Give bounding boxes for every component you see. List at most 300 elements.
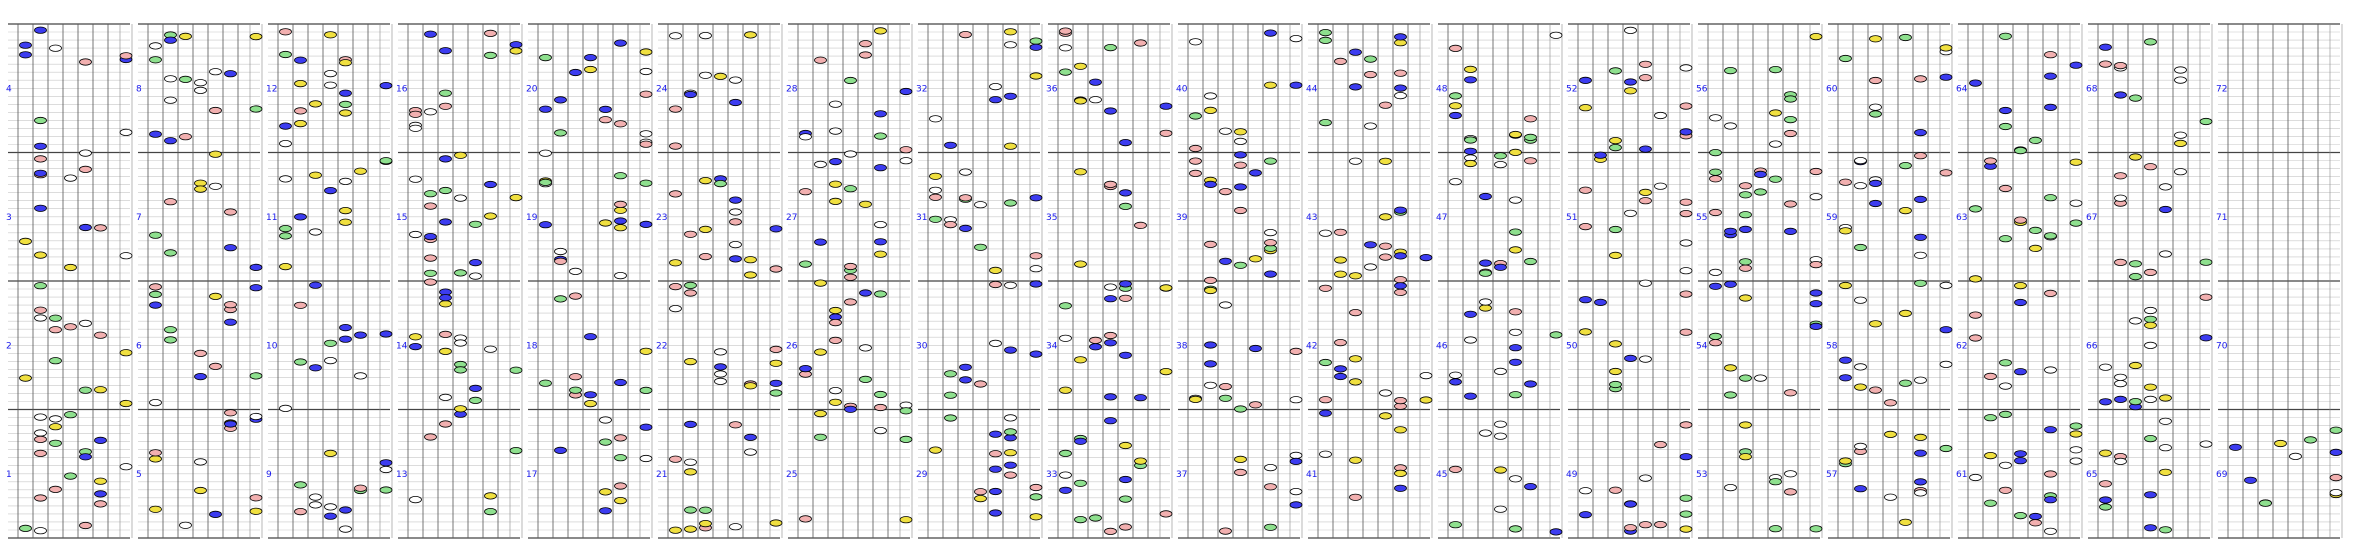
- note-white: [1105, 284, 1117, 290]
- note-green: [1740, 212, 1752, 218]
- note-blue: [815, 239, 827, 245]
- note-white: [1510, 197, 1522, 203]
- note-white: [380, 466, 392, 472]
- measure-number: 33: [1046, 469, 1058, 480]
- note-blue: [340, 507, 352, 513]
- note-blue: [1915, 450, 1927, 456]
- note-blue: [2045, 427, 2057, 433]
- note-red: [1235, 162, 1247, 168]
- note-white: [570, 268, 582, 274]
- measure-number: 28: [786, 84, 798, 95]
- note-white: [700, 72, 712, 78]
- note-yellow: [295, 120, 307, 126]
- note-yellow: [1640, 189, 1652, 195]
- note-blue: [1335, 373, 1347, 379]
- note-red: [80, 166, 92, 172]
- measure-number: 15: [396, 212, 408, 223]
- note-yellow: [615, 225, 627, 231]
- note-blue: [685, 421, 697, 427]
- note-blue: [1855, 486, 1867, 492]
- measure-number: 29: [916, 469, 928, 480]
- note-green: [1320, 37, 1332, 43]
- note-blue: [730, 197, 742, 203]
- note-red: [1160, 511, 1172, 517]
- note-red: [1810, 168, 1822, 174]
- note-yellow: [50, 424, 62, 430]
- note-yellow: [700, 226, 712, 232]
- note-red: [1525, 116, 1537, 122]
- note-yellow: [1740, 422, 1752, 428]
- note-white: [960, 169, 972, 175]
- note-red: [210, 107, 222, 113]
- note-white: [975, 202, 987, 208]
- note-green: [1030, 494, 1042, 500]
- note-blue: [1525, 483, 1537, 489]
- note-green: [555, 130, 567, 136]
- score-column: [1306, 24, 1432, 538]
- note-white: [1855, 157, 1867, 163]
- note-white: [325, 70, 337, 76]
- note-green: [845, 186, 857, 192]
- note-white: [990, 340, 1002, 346]
- note-blue: [440, 219, 452, 225]
- note-white: [1220, 128, 1232, 134]
- note-red: [930, 194, 942, 200]
- note-yellow: [1885, 431, 1897, 437]
- note-white: [150, 399, 162, 405]
- note-red: [1740, 183, 1752, 189]
- note-blue: [1640, 146, 1652, 152]
- note-green: [65, 412, 77, 418]
- note-yellow: [2030, 245, 2042, 251]
- note-white: [1710, 115, 1722, 121]
- note-yellow: [830, 198, 842, 204]
- note-blue: [1625, 501, 1637, 507]
- note-yellow: [815, 280, 827, 286]
- note-green: [2160, 527, 2172, 533]
- note-yellow: [455, 406, 467, 412]
- note-white: [2070, 200, 2082, 206]
- note-yellow: [1380, 413, 1392, 419]
- note-red: [2115, 62, 2127, 68]
- note-yellow: [1350, 273, 1362, 279]
- note-red: [815, 57, 827, 63]
- measure-number: 8: [136, 84, 142, 95]
- note-blue: [1120, 281, 1132, 287]
- note-red: [2330, 474, 2342, 480]
- note-blue: [485, 181, 497, 187]
- note-red: [1785, 201, 1797, 207]
- note-blue: [380, 460, 392, 466]
- note-blue: [1395, 85, 1407, 91]
- measure-number: 54: [1696, 341, 1708, 352]
- note-yellow: [1205, 107, 1217, 113]
- measure-number: 2: [6, 341, 12, 352]
- note-blue: [2100, 399, 2112, 405]
- note-white: [2100, 364, 2112, 370]
- note-green: [1680, 511, 1692, 517]
- measure-number: 53: [1696, 469, 1708, 480]
- note-white: [685, 459, 697, 465]
- note-blue: [440, 295, 452, 301]
- note-red: [1785, 390, 1797, 396]
- note-green: [1060, 450, 1072, 456]
- note-yellow: [1350, 457, 1362, 463]
- note-green: [165, 250, 177, 256]
- measure-number: 17: [526, 469, 538, 480]
- note-red: [1710, 176, 1722, 182]
- note-yellow: [1725, 365, 1737, 371]
- note-red: [440, 331, 452, 337]
- note-red: [1380, 243, 1392, 249]
- note-green: [340, 101, 352, 107]
- note-green: [1060, 69, 1072, 75]
- note-white: [195, 80, 207, 86]
- note-blue: [95, 491, 107, 497]
- note-green: [900, 408, 912, 414]
- note-blue: [745, 434, 757, 440]
- note-blue: [1480, 260, 1492, 266]
- note-red: [1710, 340, 1722, 346]
- note-red: [485, 30, 497, 36]
- note-blue: [1840, 375, 1852, 381]
- note-green: [50, 358, 62, 364]
- note-white: [410, 496, 422, 502]
- note-green: [485, 508, 497, 514]
- note-blue: [1915, 479, 1927, 485]
- note-green: [1610, 68, 1622, 74]
- note-green: [1710, 333, 1722, 339]
- note-white: [80, 150, 92, 156]
- note-white: [900, 158, 912, 164]
- note-yellow: [1840, 228, 1852, 234]
- note-red: [1335, 339, 1347, 345]
- note-yellow: [1465, 66, 1477, 72]
- note-blue: [1915, 234, 1927, 240]
- note-yellow: [1840, 458, 1852, 464]
- note-blue: [225, 245, 237, 251]
- measure-number: 55: [1696, 212, 1708, 223]
- note-red: [670, 456, 682, 462]
- note-yellow: [1235, 456, 1247, 462]
- note-yellow: [1610, 137, 1622, 143]
- note-blue: [2045, 104, 2057, 110]
- note-yellow: [1190, 396, 1202, 402]
- note-white: [1725, 123, 1737, 129]
- score-column: [656, 24, 782, 538]
- note-white: [1220, 302, 1232, 308]
- note-red: [615, 121, 627, 127]
- measure-number: 3: [6, 212, 12, 223]
- note-green: [380, 487, 392, 493]
- note-yellow: [1060, 387, 1072, 393]
- note-white: [2000, 383, 2012, 389]
- note-blue: [310, 282, 322, 288]
- note-red: [975, 381, 987, 387]
- note-red: [830, 319, 842, 325]
- note-green: [1190, 113, 1202, 119]
- note-blue: [2145, 525, 2157, 531]
- note-red: [295, 302, 307, 308]
- measure-number: 40: [1176, 84, 1188, 95]
- note-blue: [600, 106, 612, 112]
- measure-number: 1: [6, 469, 12, 480]
- note-yellow: [440, 301, 452, 307]
- note-yellow: [35, 252, 47, 258]
- note-blue: [210, 511, 222, 517]
- note-green: [540, 179, 552, 185]
- note-green: [815, 434, 827, 440]
- note-blue: [860, 290, 872, 296]
- note-white: [1450, 179, 1462, 185]
- note-blue: [2245, 477, 2257, 483]
- note-red: [960, 195, 972, 201]
- note-red: [210, 363, 222, 369]
- note-blue: [1105, 296, 1117, 302]
- note-white: [1480, 430, 1492, 436]
- note-white: [640, 131, 652, 137]
- note-yellow: [860, 201, 872, 207]
- note-red: [50, 486, 62, 492]
- note-blue: [1105, 394, 1117, 400]
- note-white: [1810, 194, 1822, 200]
- note-blue: [2100, 44, 2112, 50]
- note-white: [1420, 372, 1432, 378]
- note-white: [1640, 475, 1652, 481]
- note-green: [2030, 227, 2042, 233]
- note-green: [700, 507, 712, 513]
- note-red: [1220, 383, 1232, 389]
- note-red: [1120, 295, 1132, 301]
- note-yellow: [250, 508, 262, 514]
- note-green: [1785, 96, 1797, 102]
- note-red: [1290, 348, 1302, 354]
- note-red: [2145, 269, 2157, 275]
- measure-number: 56: [1696, 84, 1708, 95]
- note-blue: [585, 392, 597, 398]
- note-white: [280, 140, 292, 146]
- note-green: [510, 367, 522, 373]
- note-green: [150, 232, 162, 238]
- note-green: [1740, 259, 1752, 265]
- note-yellow: [1120, 442, 1132, 448]
- note-blue: [1625, 79, 1637, 85]
- note-white: [2045, 528, 2057, 534]
- note-white: [1855, 183, 1867, 189]
- note-red: [1120, 524, 1132, 530]
- note-blue: [1915, 129, 1927, 135]
- note-yellow: [150, 456, 162, 462]
- note-blue: [585, 334, 597, 340]
- measure-number: 6: [136, 341, 142, 352]
- note-white: [1205, 382, 1217, 388]
- note-blue: [195, 373, 207, 379]
- note-blue: [960, 364, 972, 370]
- note-red: [570, 374, 582, 380]
- note-yellow: [485, 213, 497, 219]
- note-white: [715, 349, 727, 355]
- note-green: [900, 436, 912, 442]
- note-blue: [2115, 396, 2127, 402]
- note-red: [2030, 520, 2042, 526]
- note-white: [1290, 488, 1302, 494]
- note-red: [1640, 75, 1652, 81]
- note-white: [930, 187, 942, 193]
- measure-number: 22: [656, 341, 668, 352]
- note-yellow: [1680, 526, 1692, 532]
- note-yellow: [1380, 158, 1392, 164]
- note-blue: [95, 437, 107, 443]
- note-red: [1885, 400, 1897, 406]
- note-white: [670, 33, 682, 39]
- note-red: [1870, 387, 1882, 393]
- note-white: [1940, 361, 1952, 367]
- note-blue: [1725, 228, 1737, 234]
- note-blue: [1970, 80, 1982, 86]
- note-red: [95, 332, 107, 338]
- note-red: [120, 53, 132, 59]
- note-white: [2175, 132, 2187, 138]
- note-blue: [1250, 170, 1262, 176]
- note-red: [1710, 209, 1722, 215]
- note-yellow: [685, 526, 697, 532]
- note-blue: [1290, 502, 1302, 508]
- note-green: [1770, 176, 1782, 182]
- note-white: [540, 150, 552, 156]
- note-blue: [900, 88, 912, 94]
- note-white: [2175, 77, 2187, 83]
- note-blue: [1290, 82, 1302, 88]
- note-red: [770, 266, 782, 272]
- note-blue: [2115, 92, 2127, 98]
- measure-number: 39: [1176, 212, 1188, 223]
- note-white: [615, 272, 627, 278]
- note-yellow: [1610, 341, 1622, 347]
- measure-number: 5: [136, 469, 142, 480]
- note-white: [830, 128, 842, 134]
- note-white: [210, 183, 222, 189]
- note-yellow: [1005, 143, 1017, 149]
- note-white: [250, 413, 262, 419]
- note-white: [2160, 418, 2172, 424]
- note-blue: [1120, 139, 1132, 145]
- note-blue: [1550, 529, 1562, 535]
- measure-number: 21: [656, 469, 668, 480]
- note-white: [2115, 458, 2127, 464]
- note-red: [1160, 130, 1172, 136]
- note-green: [2145, 435, 2157, 441]
- note-yellow: [1900, 310, 1912, 316]
- measure-number: 60: [1826, 84, 1838, 95]
- note-blue: [1480, 193, 1492, 199]
- note-white: [410, 125, 422, 131]
- note-yellow: [340, 219, 352, 225]
- note-green: [2200, 259, 2212, 265]
- note-blue: [250, 264, 262, 270]
- measure-number: 36: [1046, 84, 1058, 95]
- note-red: [35, 450, 47, 456]
- note-red: [425, 255, 437, 261]
- note-white: [2070, 447, 2082, 453]
- note-blue: [80, 224, 92, 230]
- measure-number: 62: [1956, 341, 1968, 352]
- note-white: [640, 455, 652, 461]
- note-yellow: [1380, 214, 1392, 220]
- note-white: [340, 526, 352, 532]
- note-white: [715, 371, 727, 377]
- note-blue: [1785, 228, 1797, 234]
- note-white: [1495, 506, 1507, 512]
- note-red: [1060, 28, 1072, 34]
- note-green: [540, 380, 552, 386]
- note-green: [975, 244, 987, 250]
- note-white: [2130, 318, 2142, 324]
- note-green: [1120, 203, 1132, 209]
- note-yellow: [670, 527, 682, 533]
- note-white: [65, 175, 77, 181]
- note-white: [310, 229, 322, 235]
- note-red: [685, 290, 697, 296]
- note-green: [35, 117, 47, 123]
- measure-number: 19: [526, 212, 538, 223]
- score-column: [6, 24, 132, 538]
- score-column: [526, 24, 652, 538]
- note-blue: [1335, 366, 1347, 372]
- note-red: [1220, 528, 1232, 534]
- note-red: [1870, 77, 1882, 83]
- note-blue: [1005, 347, 1017, 353]
- note-white: [1655, 183, 1667, 189]
- measure-number: 43: [1306, 212, 1318, 223]
- measure-number: 72: [2216, 84, 2228, 95]
- note-blue: [2015, 451, 2027, 457]
- note-white: [1970, 474, 1982, 480]
- note-blue: [990, 510, 1002, 516]
- note-yellow: [1075, 357, 1087, 363]
- note-white: [410, 231, 422, 237]
- note-white: [195, 459, 207, 465]
- note-white: [1465, 337, 1477, 343]
- note-white: [1625, 27, 1637, 33]
- note-blue: [1350, 49, 1362, 55]
- note-yellow: [510, 48, 522, 54]
- note-red: [410, 111, 422, 117]
- note-red: [250, 495, 262, 501]
- note-blue: [310, 365, 322, 371]
- note-blue: [470, 259, 482, 265]
- note-yellow: [1395, 470, 1407, 476]
- note-red: [1190, 170, 1202, 176]
- note-yellow: [745, 257, 757, 263]
- note-yellow: [1855, 384, 1867, 390]
- note-green: [1510, 526, 1522, 532]
- note-green: [1985, 500, 1997, 506]
- note-red: [1380, 102, 1392, 108]
- note-yellow: [310, 172, 322, 178]
- note-blue: [1265, 271, 1277, 277]
- note-red: [225, 209, 237, 215]
- note-blue: [1105, 418, 1117, 424]
- note-white: [1290, 397, 1302, 403]
- note-blue: [1365, 242, 1377, 248]
- note-white: [1870, 104, 1882, 110]
- note-green: [1005, 200, 1017, 206]
- note-green: [1075, 480, 1087, 486]
- note-blue: [2230, 444, 2242, 450]
- note-blue: [35, 205, 47, 211]
- note-yellow: [1770, 110, 1782, 116]
- measure-number: 58: [1826, 341, 1838, 352]
